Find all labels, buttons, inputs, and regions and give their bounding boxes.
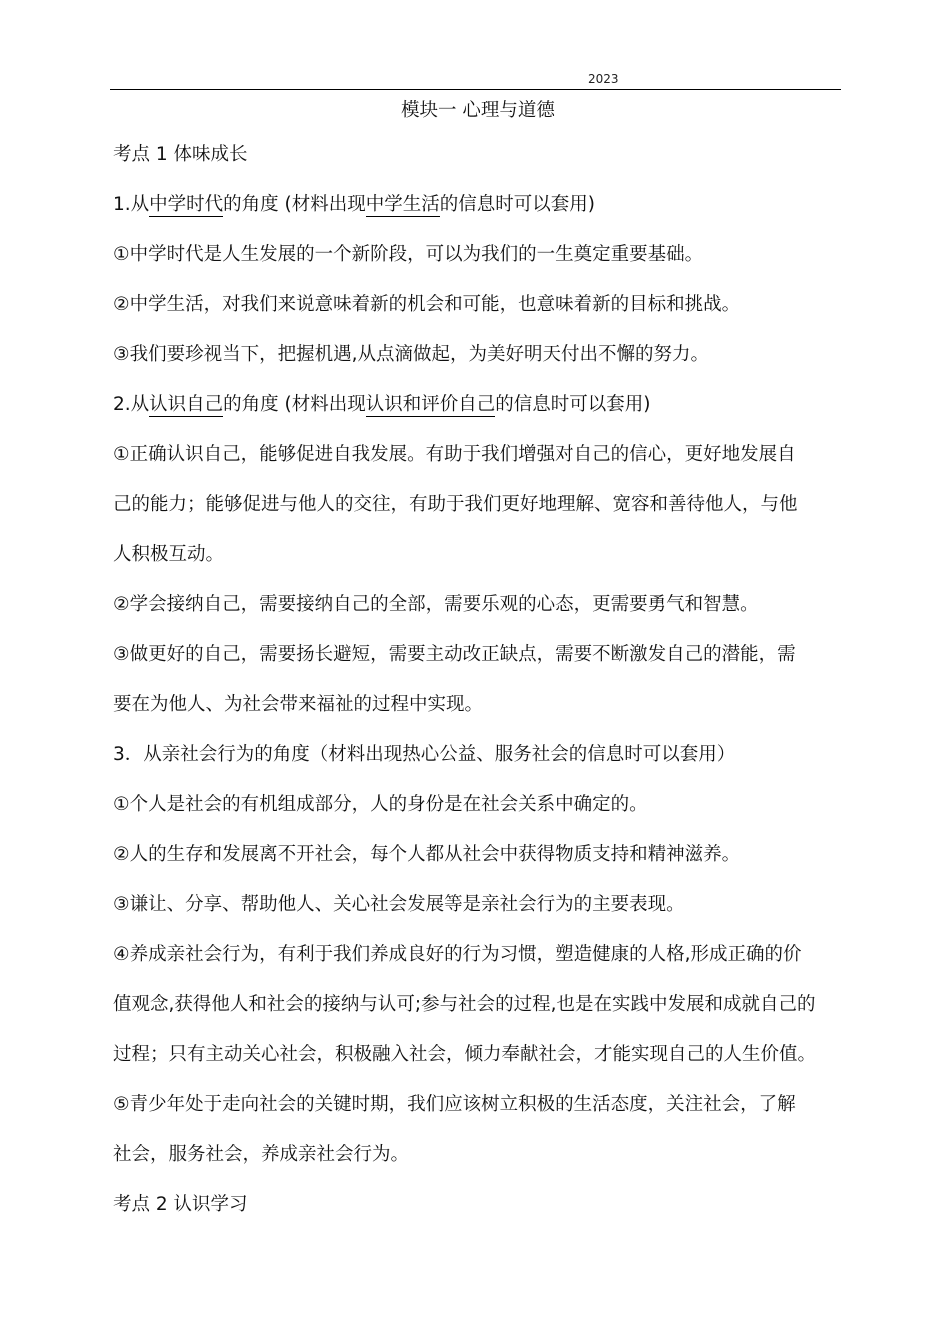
module-title: 模块一 心理与道德 bbox=[401, 100, 555, 121]
underlined-keyword: 认识自己 bbox=[149, 394, 224, 415]
paragraph-line: ④养成亲社会行为，有利于我们养成良好的行为习惯，塑造健康的人格,形成正确的价 bbox=[113, 944, 802, 965]
section-heading: 考点 1 体味成长 bbox=[113, 144, 248, 165]
list-item: ③谦让、分享、帮助他人、关心社会发展等是亲社会行为的主要表现。 bbox=[113, 894, 685, 915]
underlined-keyword: 中学生活 bbox=[365, 194, 440, 215]
subsection-heading: 3．从亲社会行为的角度（材料出现热心公益、服务社会的信息时可以套用） bbox=[113, 744, 736, 765]
paragraph-line: 值观念,获得他人和社会的接纳与认可;参与社会的过程,也是在实践中发展和成就自己的 bbox=[113, 994, 816, 1015]
subsection-heading bbox=[113, 390, 843, 440]
paragraph-line: 人积极互动。 bbox=[113, 544, 225, 565]
list-item: ③我们要珍视当下，把握机遇,从点滴做起，为美好明天付出不懈的努力。 bbox=[113, 344, 709, 365]
list-item: ②中学生活，对我们来说意味着新的机会和可能，也意味着新的目标和挑战。 bbox=[113, 294, 741, 315]
heading-prefix: 2.从 bbox=[113, 394, 150, 415]
heading-middle: 的角度 (材料出现 bbox=[223, 194, 366, 215]
header-year: 2023 bbox=[588, 72, 619, 86]
list-item: ①中学时代是人生发展的一个新阶段，可以为我们的一生奠定重要基础。 bbox=[113, 244, 704, 265]
header-rule bbox=[110, 89, 841, 90]
underlined-keyword: 中学时代 bbox=[149, 194, 224, 215]
heading-suffix: 的信息时可以套用) bbox=[439, 194, 596, 215]
heading-suffix: 的信息时可以套用) bbox=[495, 394, 651, 415]
list-item: ②人的生存和发展离不开社会，每个人都从社会中获得物质支持和精神滋养。 bbox=[113, 844, 741, 865]
subsection-heading bbox=[113, 190, 843, 240]
paragraph-line: ①正确认识自己，能够促进自我发展。有助于我们增强对自己的信心，更好地发展自 bbox=[113, 444, 796, 465]
paragraph-line: ③做更好的自己，需要扬长避短，需要主动改正缺点，需要不断激发自己的潜能，需 bbox=[113, 644, 796, 665]
paragraph-line: ⑤青少年处于走向社会的关键时期，我们应该树立积极的生活态度，关注社会，了解 bbox=[113, 1094, 796, 1115]
paragraph-line: 过程；只有主动关心社会，积极融入社会，倾力奉献社会，才能实现自己的人生价值。 bbox=[113, 1044, 817, 1065]
list-item: ①个人是社会的有机组成部分，人的身份是在社会关系中确定的。 bbox=[113, 794, 648, 815]
paragraph-line: 己的能力；能够促进与他人的交往，有助于我们更好地理解、宽容和善待他人，与他 bbox=[113, 494, 798, 515]
underlined-keyword: 认识和评价自己 bbox=[365, 394, 496, 415]
paragraph-line: 要在为他人、为社会带来福祉的过程中实现。 bbox=[113, 694, 484, 715]
section-heading: 考点 2 认识学习 bbox=[113, 1194, 248, 1215]
heading-prefix: 1.从 bbox=[113, 194, 150, 215]
list-item: ②学会接纳自己，需要接纳自己的全部，需要乐观的心态，更需要勇气和智慧。 bbox=[113, 594, 759, 615]
paragraph-line: 社会，服务社会，养成亲社会行为。 bbox=[113, 1144, 410, 1165]
document-body bbox=[113, 96, 843, 1240]
heading-middle: 的角度 (材料出现 bbox=[223, 394, 366, 415]
